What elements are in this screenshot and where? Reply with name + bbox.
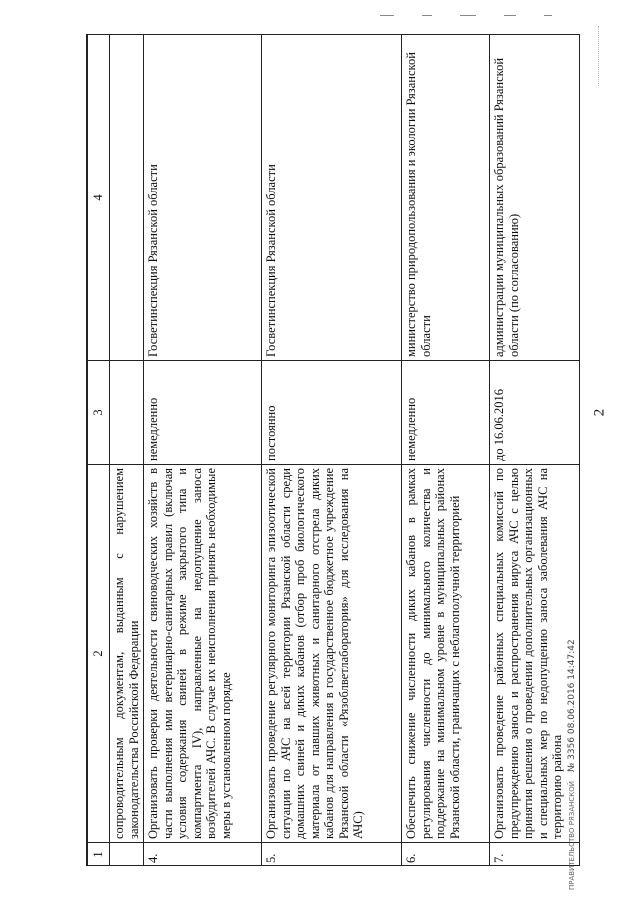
row-executor: Госветинспекция Рязанской области: [262, 35, 402, 361]
row-term: немедленно: [144, 361, 262, 465]
row-number: [110, 843, 144, 867]
table-row: [110, 35, 144, 867]
row-action: Организовать проверки деятельности свиноводческих хозяйств в части выполнения ими ветеринарно-санитарных правил (включая условия содержания свиней в режиме закрытого типа и компартмента IV), направленные на недопущение заноса возбудителей АЧС. В случае их неисполнения принять необходимые меры в установленном порядке: [144, 465, 262, 843]
registration-stamp: [567, 639, 577, 890]
column-header-executor: 4: [88, 35, 110, 361]
row-number: 4.: [144, 843, 262, 867]
row-number: 5.: [262, 843, 402, 867]
row-action: сопроводительным документам, выданным с нарушением законодательства Российской Федерации: [110, 465, 144, 843]
table-row: [262, 35, 402, 867]
government-logo-text: ПРАВИТЕЛЬСТВО РЯЗАНСКОЙ: [568, 780, 576, 890]
measures-table: [87, 34, 580, 866]
registration-footer: [567, 639, 627, 890]
row-action: Организовать проведение регулярного мониторинга эпизоотической ситуации по АЧС на всей территории Рязанской области среди домашних свиней и диких кабанов (отбор проб биологического материала от павших животных и санитарного отстрела диких кабанов для направления в государственное бюджетное учреждение Рязанской области «Рязоблветлаборатория» для исследования на АЧС): [262, 465, 402, 843]
page-number: 2: [591, 408, 608, 417]
column-header-action: 2: [88, 465, 110, 843]
column-header-term: 3: [88, 361, 110, 465]
document-stamp-text: № 3356 08.06.2016 14:47:42: [567, 639, 577, 773]
row-term: до 16.06.2016: [490, 361, 581, 465]
row-executor: министерство природопользования и экологии Рязанской области: [402, 35, 490, 361]
measures-table-frame: [86, 34, 580, 866]
scan-margin-mark: [598, 26, 613, 86]
row-executor: Госветинспекция Рязанской области: [144, 35, 262, 361]
column-header-number: 1: [88, 843, 110, 867]
scan-marks: [380, 6, 630, 16]
row-number: 7.: [490, 843, 581, 867]
row-action: Организовать проведение районных специальных комиссий по предупреждению заноса и распространения вируса АЧС с целью принятия решения о проведении дополнительных организационных и специальных мер по недопущению заноса заболевания АЧС на территорию района: [490, 465, 581, 843]
row-number: 6.: [402, 843, 490, 867]
row-executor: [110, 35, 144, 361]
row-term: немедленно: [402, 361, 490, 465]
table-row: [144, 35, 262, 867]
table-header-row: [88, 35, 110, 867]
row-action: Обеспечить снижение численности диких кабанов в рамках регулирования численности до минимального количества и поддержание на минимальном уровне в муниципальных районах Рязанской области, граничащих с неблагополучной территорией: [402, 465, 490, 843]
row-term: постоянно: [262, 361, 402, 465]
table-row: [402, 35, 490, 867]
row-executor: администрации муниципальных образований Рязанской области (по согласованию): [490, 35, 581, 361]
row-term: [110, 361, 144, 465]
